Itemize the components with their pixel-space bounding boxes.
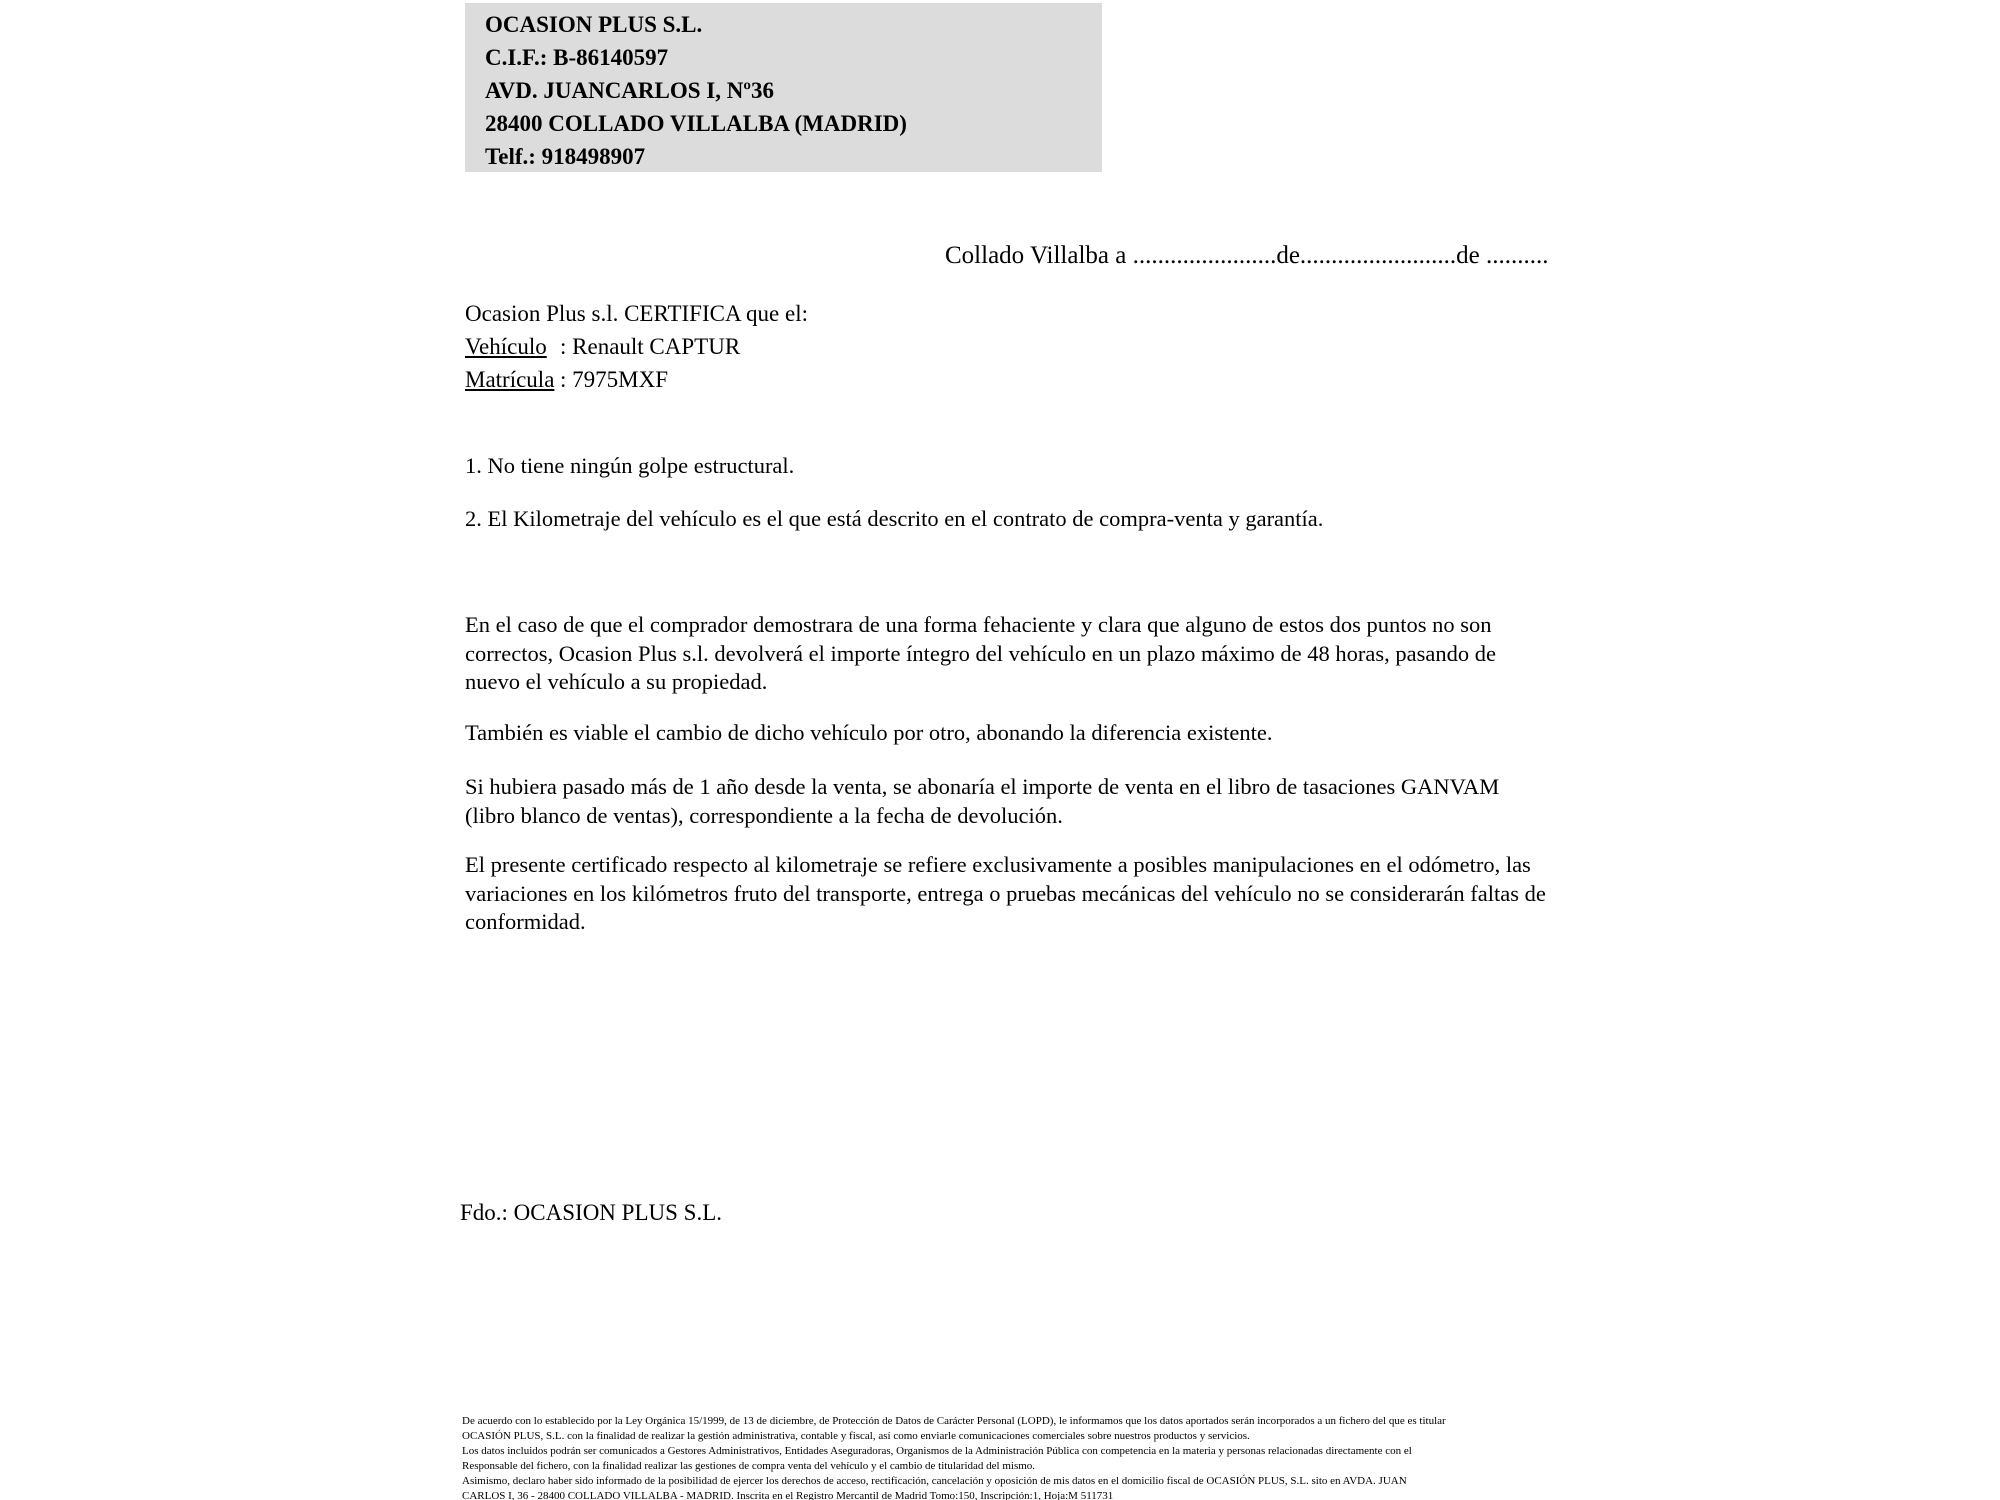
company-cif: C.I.F.: B-86140597	[485, 45, 669, 70]
legal-footer	[462, 1414, 1582, 1500]
plate-label: Matrícula	[465, 367, 555, 392]
legal-line-3: Los datos incluidos podrán ser comunicados a Gestores Administrativos, Entidades Aseguradoras, Organismos de la Administración Pública con competencia en la materia y personas relacionadas directamente con el	[462, 1445, 1412, 1457]
plate-row	[465, 363, 808, 396]
vehicle-label: Vehículo	[465, 334, 547, 359]
company-address: AVD. JUANCARLOS I, Nº36	[485, 78, 774, 103]
vehicle-value: : Renault CAPTUR	[560, 334, 741, 359]
legal-line-1: De acuerdo con lo establecido por la Ley Orgánica 15/1999, de 13 de diciembre, de Protección de Datos de Carácter Personal (LOPD), le informamos que los datos aportados serán incorporados a un fichero del que es titular	[462, 1415, 1446, 1427]
date-line: Collado Villalba a .......................de.........................de ..........	[945, 242, 1549, 269]
certification-block	[465, 297, 808, 396]
paragraph-ganvam-valuation: Si hubiera pasado más de 1 año desde la venta, se abonaría el importe de venta en el libro de tasaciones GANVAM (libro blanco de ventas), correspondiente a la fecha de devolución.	[465, 774, 1500, 828]
paragraph-refund-condition: En el caso de que el comprador demostrara de una forma fehaciente y clara que alguno de estos dos puntos no son correctos, Ocasion Plus s.l. devolverá el importe íntegro del vehículo en un plazo máximo de 48 horas, pasando de nuevo el vehículo a su propiedad.	[465, 612, 1496, 694]
vehicle-row	[465, 330, 808, 363]
company-header-box	[465, 3, 1102, 172]
signature-line: Fdo.: OCASION PLUS S.L.	[460, 1200, 722, 1225]
plate-value: : 7975MXF	[560, 367, 668, 392]
vehicle-label-cell	[465, 330, 560, 363]
company-phone: Telf.: 918498907	[485, 144, 646, 169]
legal-line-4: Responsable del fichero, con la finalidad realizar las gestiones de compra venta del vehículo y el cambio de titularidad del mismo.	[462, 1460, 1036, 1472]
certified-point-1: 1. No tiene ningún golpe estructural.	[465, 453, 795, 478]
paragraph-exchange-option: También es viable el cambio de dicho vehículo por otro, abonando la diferencia existente.	[465, 720, 1273, 745]
legal-line-5: Asimismo, declaro haber sido informado de la posibilidad de ejercer los derechos de acceso, rectificación, cancelación y oposición de mis datos en el domicilio fiscal de OCASIÓN PLUS, S.L. sito en AVDA. JUAN	[462, 1475, 1407, 1487]
legal-line-6: CARLOS I, 36 - 28400 COLLADO VILLALBA - MADRID. Inscrita en el Registro Mercantil de Madrid Tomo:150, Inscripción:1, Hoja:M 511731	[462, 1490, 1114, 1500]
plate-label-cell	[465, 363, 560, 396]
paragraph-odometer-disclaimer: El presente certificado respecto al kilometraje se refiere exclusivamente a posibles manipulaciones en el odómetro, las variaciones en los kilómetros fruto del transporte, entrega o pruebas mecánicas del vehículo no se considerarán faltas de conformidad.	[465, 852, 1546, 934]
legal-line-2: OCASIÓN PLUS, S.L. con la finalidad de realizar la gestión administrativa, contable y fiscal, así como enviarle comunicaciones comerciales sobre nuestros productos y servicios.	[462, 1430, 1250, 1442]
company-city: 28400 COLLADO VILLALBA (MADRID)	[485, 111, 907, 136]
company-name: OCASION PLUS S.L.	[485, 12, 703, 37]
certification-intro: Ocasion Plus s.l. CERTIFICA que el:	[465, 301, 808, 326]
certified-point-2: 2. El Kilometraje del vehículo es el que está descrito en el contrato de compra-venta y garantía.	[465, 506, 1324, 531]
